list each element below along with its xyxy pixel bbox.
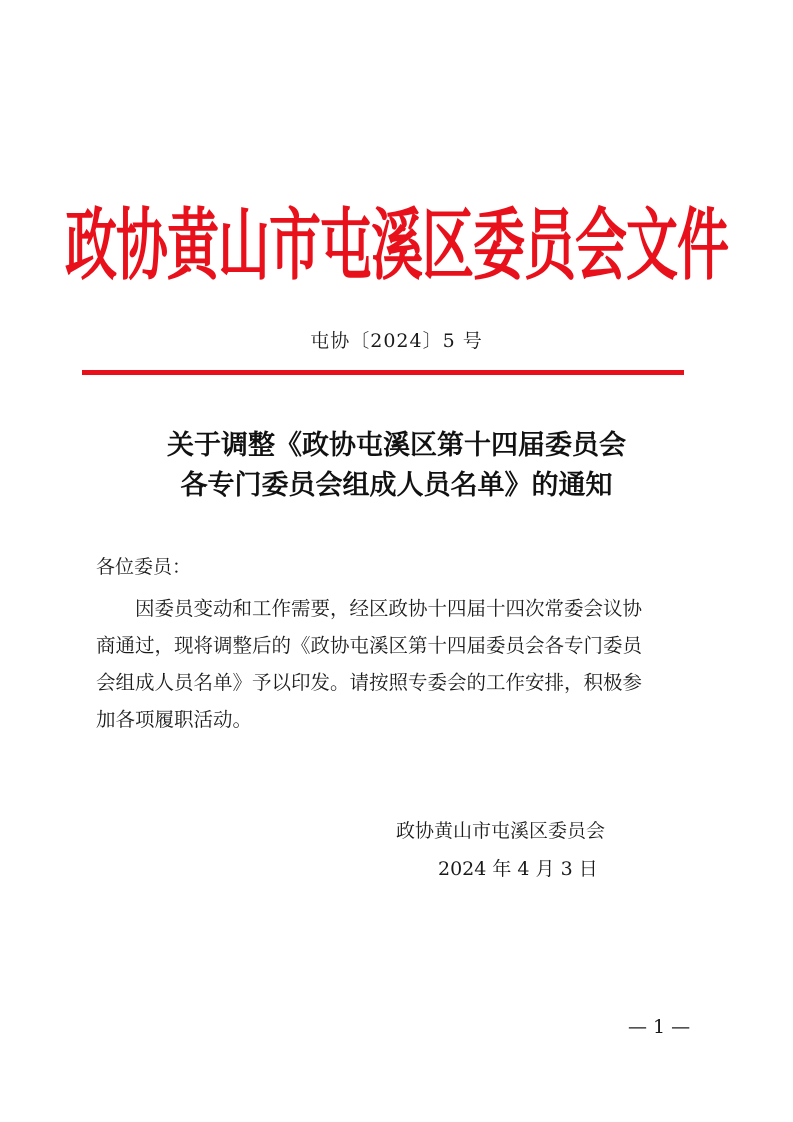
red-divider-line [82,370,684,375]
salutation: 各位委员： [96,556,192,578]
document-header-title: 政协黄山市屯溪区委员会文件 [64,201,728,292]
body-line-4: 加各项履职活动。 [96,708,253,731]
body-line-1: 因委员变动和工作需要，经区政协十四届十四次常委会议协 [135,597,643,620]
page-number: — 1 — [628,1016,691,1038]
signature-organization: 政协黄山市屯溪区委员会 [396,820,606,842]
signature-block [396,812,605,888]
document-number: 屯协〔2024〕5 号 [310,330,483,352]
body-paragraph [96,590,702,738]
body-line-3: 会组成人员名单》予以印发。请按照专委会的工作安排，积极参 [96,671,643,694]
notice-title-line-2: 各专门委员会组成人员名单》的通知 [180,470,613,501]
notice-title-line-1: 关于调整《政协屯溪区第十四届委员会 [167,430,626,461]
signature-date: 2024 年 4 月 3 日 [438,858,598,880]
notice-title [0,426,793,506]
body-line-2: 商通过，现将调整后的《政协屯溪区第十四届委员会各专门委员 [96,634,643,657]
